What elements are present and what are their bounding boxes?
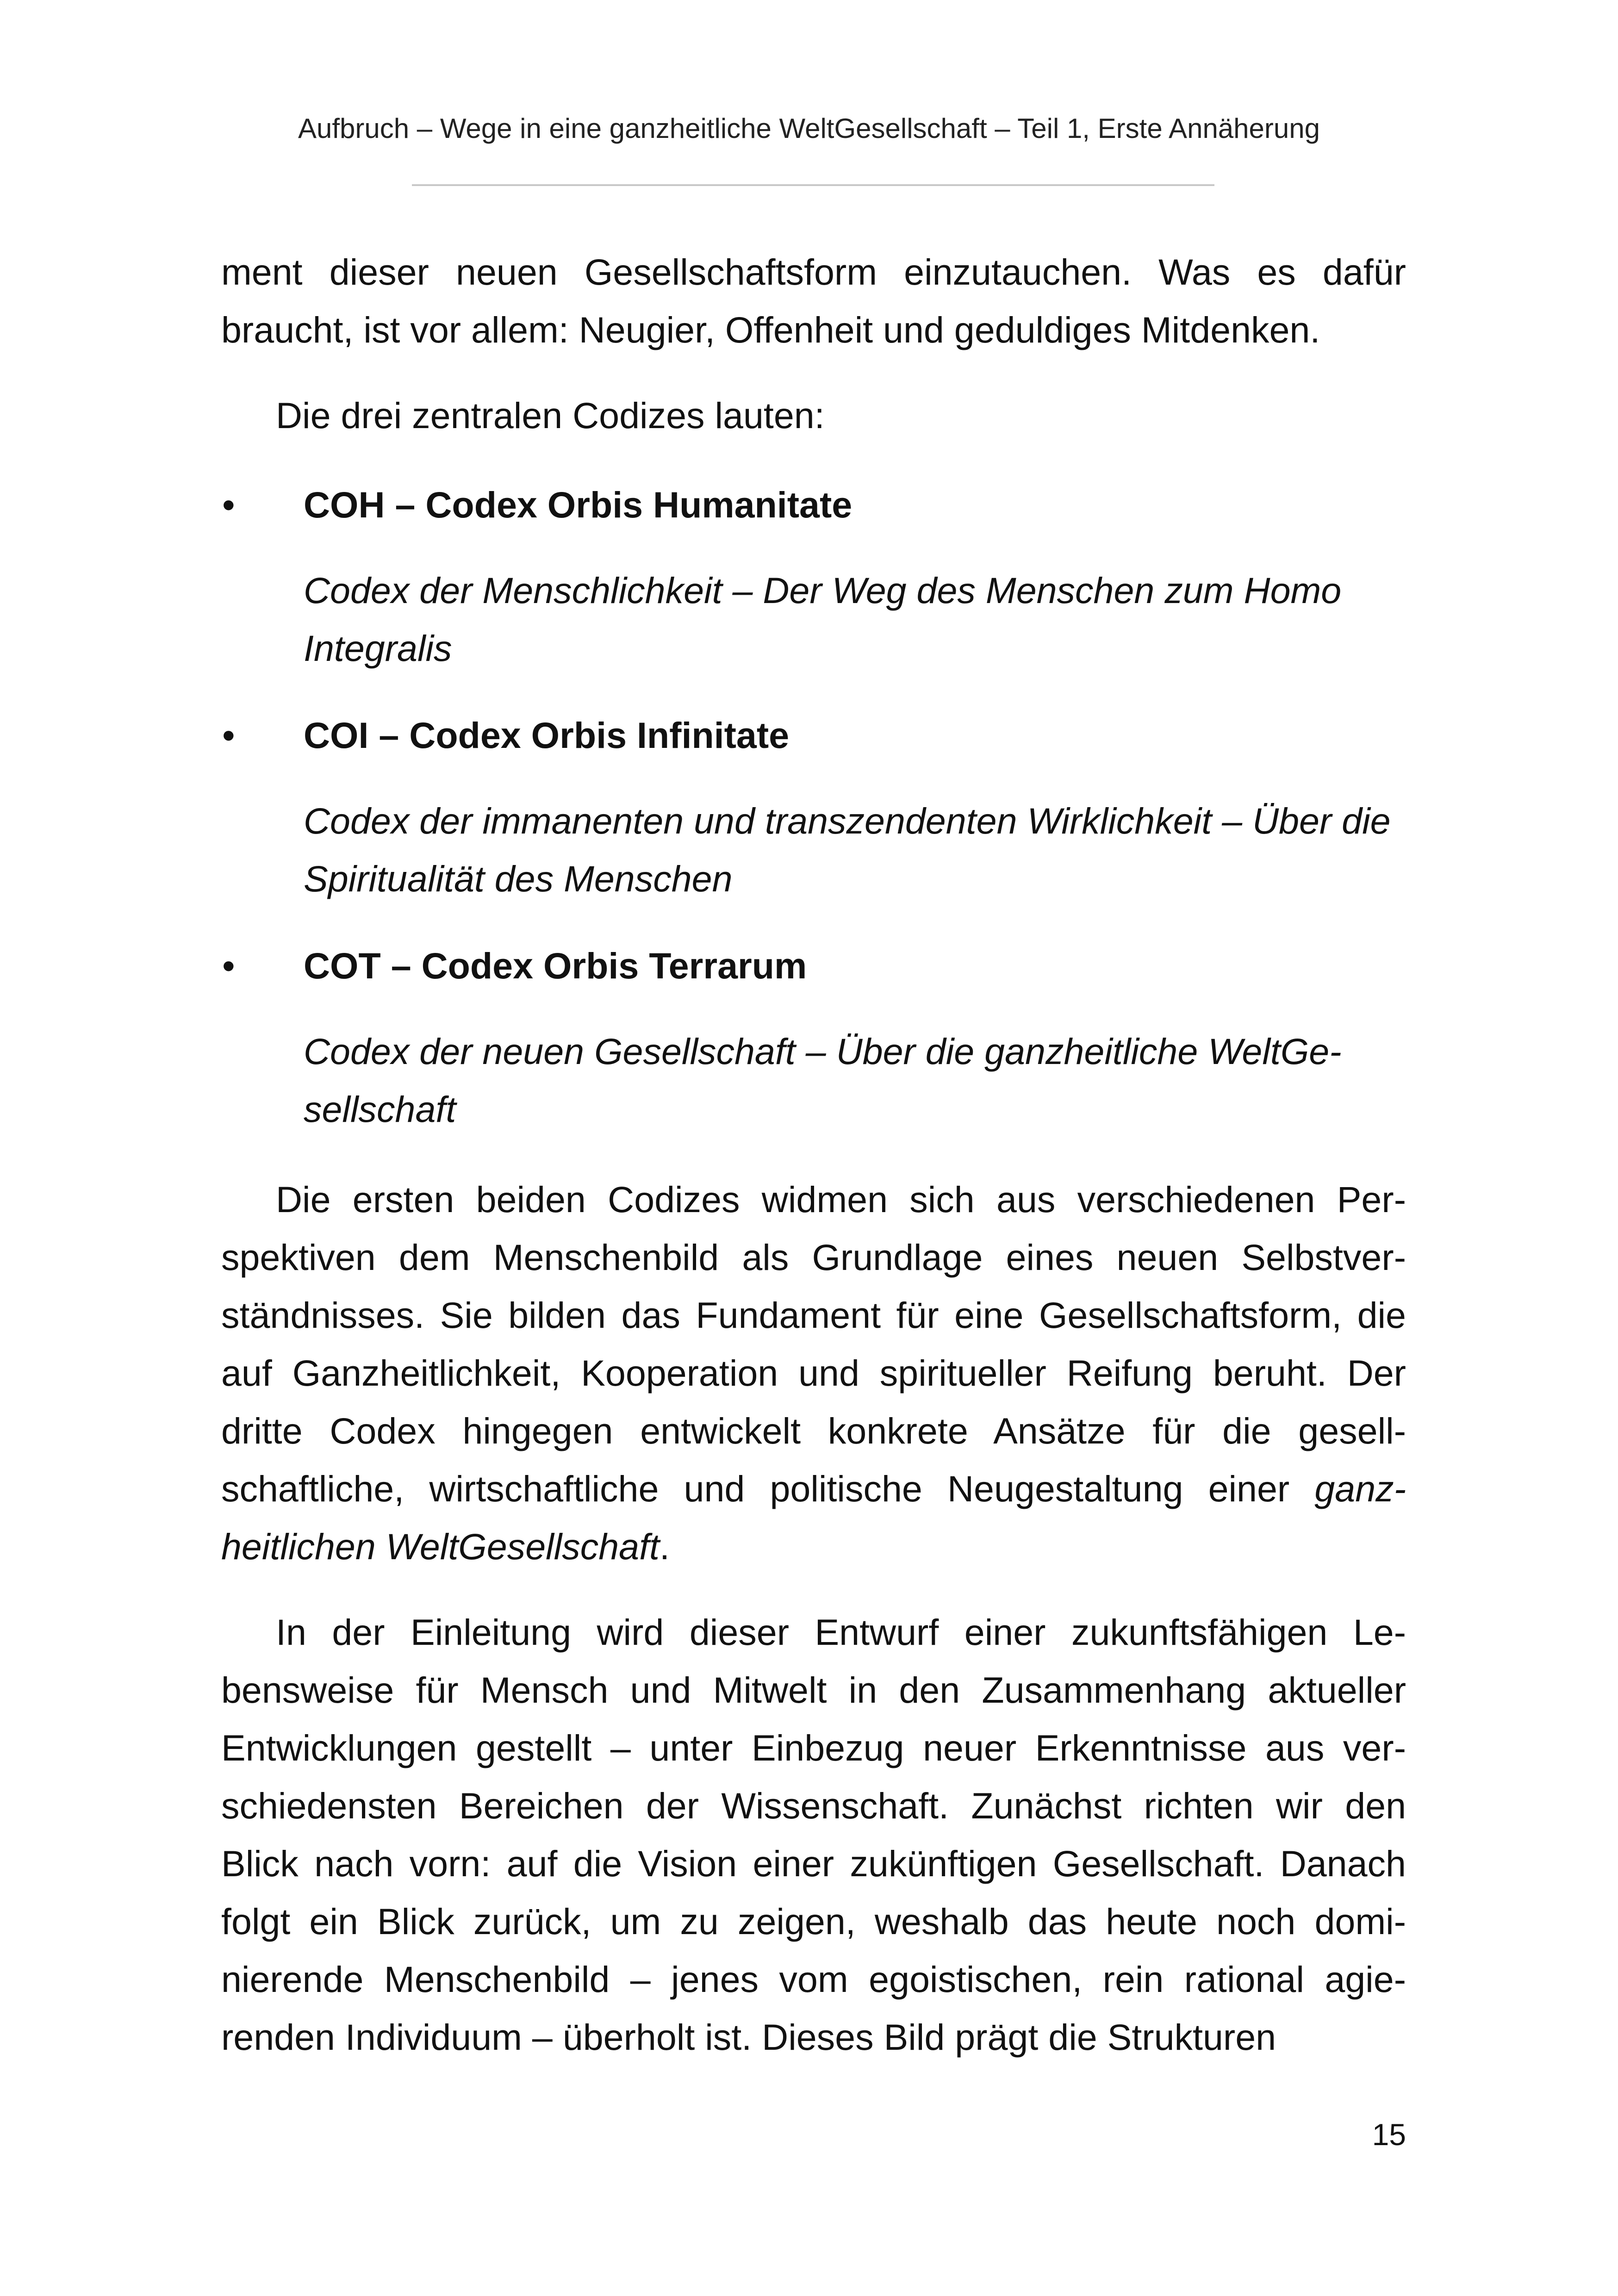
paragraph-end: . xyxy=(660,1526,670,1567)
paragraph-introduction-outline: In der Einleitung wird dieser Entwurf einer zukunftsfähigen Lebensweise für Mensch und Mitwelt in den Zusammenhang aktueller Entwicklungen gestellt – unter Einbezug neuer Erkenntnisse aus verschiedensten Bereichen der Wissenschaft. Zunächst richten wir den Blick nach vorn: auf die Vision einer zukünftigen Gesellschaft. Danach folgt ein Blick zurück, um zu zeigen, weshalb das heute noch dominierende Menschenbild – jenes vom egoistischen, rein rational agierenden Individuum – überholt ist. Dieses Bild prägt die Strukturen xyxy=(221,1612,1406,2058)
bullet-icon: • xyxy=(222,715,235,756)
paragraph-text: Die ersten beiden Codizes widmen sich aus verschiedenen Perspektiven dem Menschenbild als Grundlage eines neuen Selbstverständnisses. Sie bilden das Fundament für eine Gesellschaftsform, die auf Ganzheitlichkeit, Kooperation und spiritueller Reifung beruht. Der dritte Codex hingegen entwickelt konkrete Ansätze für die gesellschaftliche, wirtschaftliche und politische Neugestaltung einer xyxy=(221,1179,1406,1509)
running-header: Aufbruch – Wege in eine ganzheitliche WeltGesellschaft – Teil 1, Erste Annäherung xyxy=(298,113,1320,144)
header-divider xyxy=(412,184,1214,186)
page-number: 15 xyxy=(1372,2117,1406,2152)
bullet-icon: • xyxy=(222,484,235,525)
codices-list xyxy=(221,476,1406,1138)
page-body xyxy=(221,243,1406,2066)
codex-title: COI – Codex Orbis Infinitate xyxy=(304,715,790,756)
list-item xyxy=(221,706,1406,908)
paragraph-continued: ment dieser neuen Gesellschaftsform einzutauchen. Was es dafür braucht, ist vor allem: Neugier, Offenheit und geduldiges Mitdenken. xyxy=(221,251,1406,350)
codex-title: COH – Codex Orbis Humanitate xyxy=(304,484,853,525)
codex-subtitle: Codex der neuen Gesellschaft – Über die ganzheitliche WeltGesellschaft xyxy=(304,1031,1342,1130)
emphasis-text: ganzheitlichen WeltGesellschaft xyxy=(221,1468,1406,1567)
list-item xyxy=(221,937,1406,1138)
codex-heading xyxy=(221,937,1406,995)
codex-heading xyxy=(221,706,1406,764)
codices-intro: Die drei zentralen Codizes lauten: xyxy=(276,395,825,436)
codex-subtitle: Codex der immanenten und transzendenten Wirklichkeit – Über die Spiritualität des Menschen xyxy=(304,800,1391,899)
codex-heading xyxy=(221,476,1406,534)
paragraph-codices-overview xyxy=(221,1170,1406,1575)
codex-title: COT – Codex Orbis Terrarum xyxy=(304,945,807,986)
list-item xyxy=(221,476,1406,677)
bullet-icon: • xyxy=(222,945,235,986)
codex-subtitle: Codex der Menschlichkeit – Der Weg des Menschen zum Homo Integralis xyxy=(304,570,1342,669)
